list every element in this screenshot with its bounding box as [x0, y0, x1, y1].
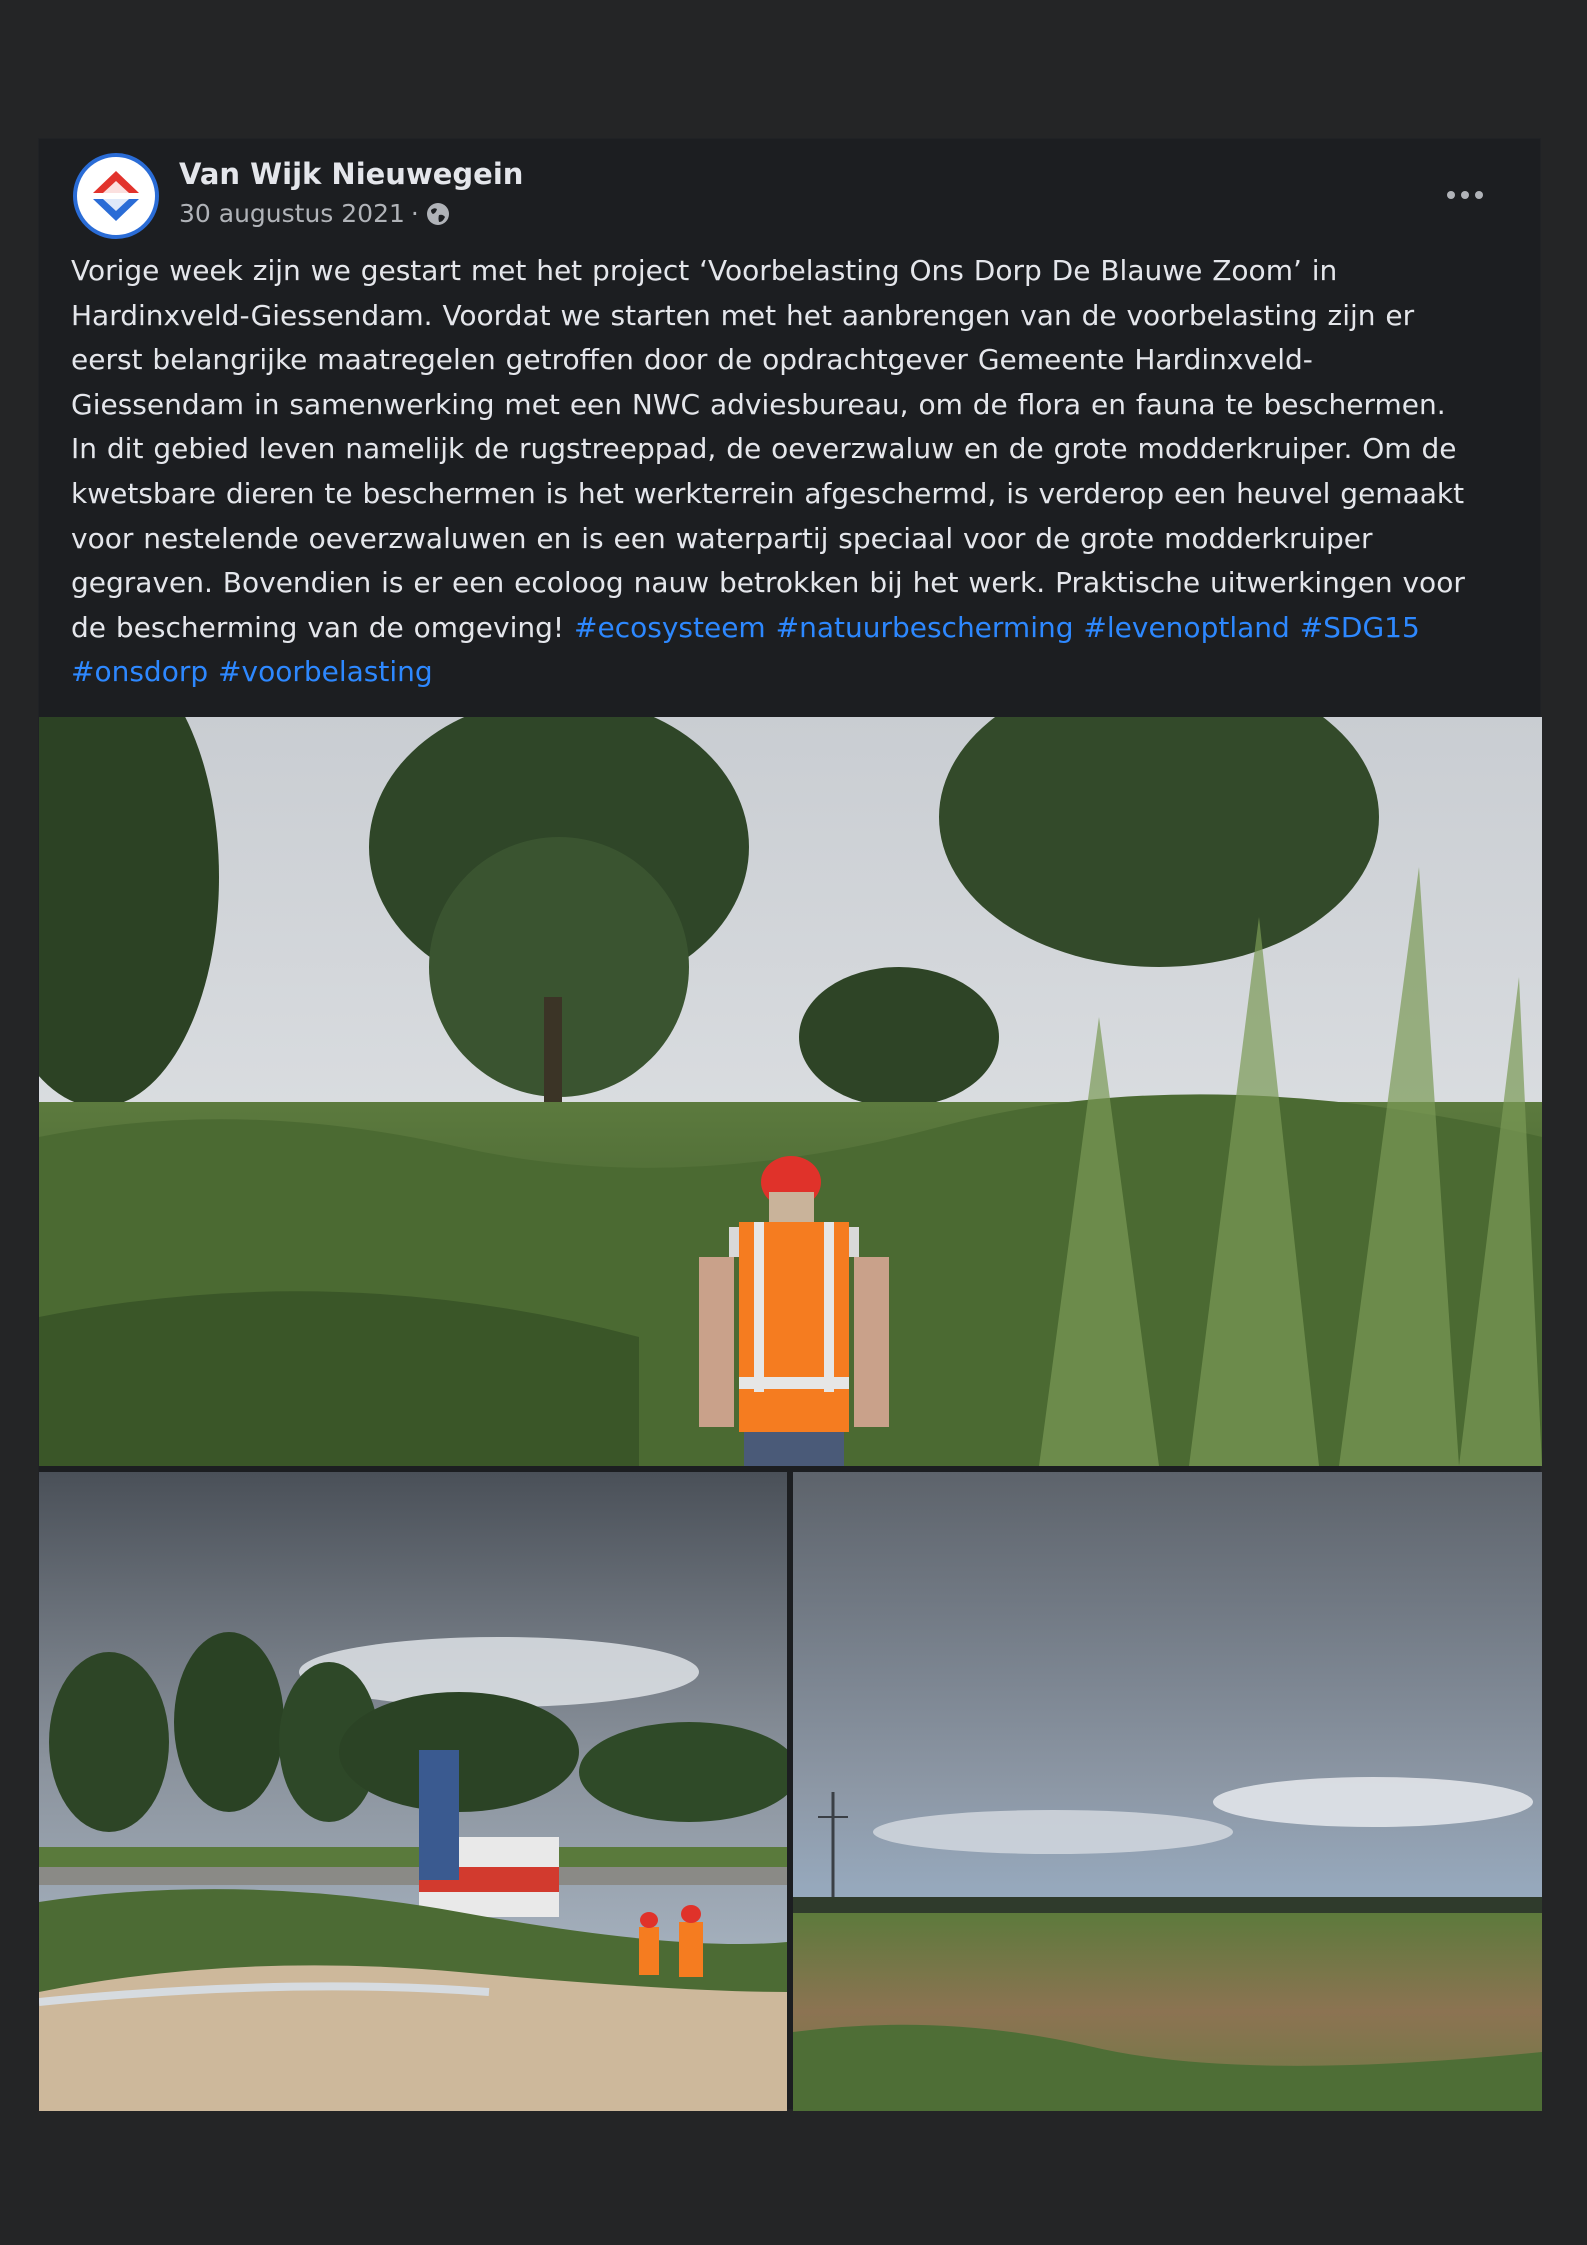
post-text-line: kwetsbare dieren te beschermen is het werkterrein afgeschermd, is verderop een heuvel gemaakt — [71, 476, 1465, 510]
post-text-line: voor nestelende oeverzwaluwen en is een waterpartij speciaal voor de grote modderkruiper — [71, 521, 1373, 555]
post-text-line: gegraven. Bovendien is er een ecoloog nauw betrokken bij het werk. Praktische uitwerkingen voor — [71, 566, 1465, 600]
post-photo-sand-site[interactable] — [39, 1472, 787, 2111]
hashtag-link[interactable]: #onsdorp — [71, 655, 209, 689]
post-text-line: In dit gebied leven namelijk de rugstreeppad, de oeverzwaluw en de grote modderkruiper. Om de — [71, 432, 1457, 466]
post-photo-field[interactable] — [793, 1472, 1542, 2111]
avatar[interactable] — [73, 153, 159, 239]
hashtag-link[interactable]: #natuurbescherming — [775, 610, 1074, 644]
post-photo-worker[interactable] — [39, 717, 1542, 1466]
hashtag-link[interactable]: #SDG15 — [1299, 610, 1420, 644]
hashtag-link[interactable]: #levenoptland — [1083, 610, 1290, 644]
globe-icon[interactable] — [425, 201, 451, 227]
author-name[interactable]: Van Wijk Nieuwegein — [179, 157, 524, 191]
hashtag-link[interactable]: #ecosysteem — [574, 610, 766, 644]
post-card — [38, 138, 1541, 2110]
post-header — [73, 147, 1510, 247]
post-text-line: Hardinxveld-Giessendam. Voordat we starten met het aanbrengen van de voorbelasting zijn er — [71, 298, 1415, 332]
meta-separator: · — [410, 199, 419, 228]
post-text-line: Vorige week zijn we gestart met het project ‘Voorbelasting Ons Dorp De Blauwe Zoom’ in — [71, 254, 1338, 287]
post-text — [71, 249, 1521, 695]
post-text-line: eerst belangrijke maatregelen getroffen door de opdrachtgever Gemeente Hardinxveld- — [71, 343, 1313, 377]
company-logo-icon — [83, 163, 149, 229]
hashtag-link[interactable]: #voorbelasting — [218, 655, 433, 689]
more-options-icon[interactable] — [1438, 175, 1492, 215]
post-date[interactable]: 30 augustus 2021 — [179, 199, 405, 228]
post-meta — [179, 199, 451, 228]
post-text-line — [71, 650, 1521, 695]
post-text-line: Giessendam in samenwerking met een NWC adviesbureau, om de flora en fauna te beschermen. — [71, 387, 1446, 421]
post-text-tail: de bescherming van de omgeving! — [71, 610, 565, 644]
post-text-line — [71, 606, 1521, 651]
